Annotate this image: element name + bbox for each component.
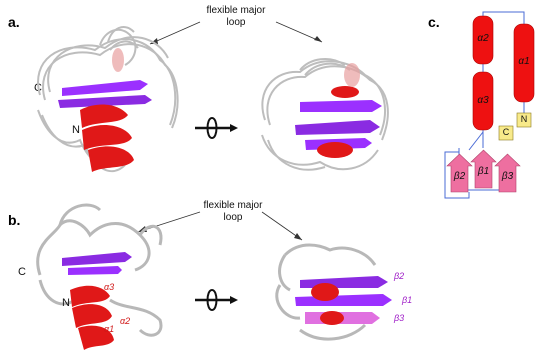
panel-b-helix-label-alpha2: α2 — [120, 316, 131, 326]
panel-b-callout — [193, 200, 273, 224]
panel-b-c-terminus: C — [18, 266, 26, 278]
panel-b-strand-label-beta3: β3 — [394, 313, 405, 323]
topology-strand-beta3-label: β3 — [501, 171, 514, 182]
panel-b-strand-label-beta2: β2 — [394, 271, 405, 281]
topology-strand-beta2-label: β2 — [453, 171, 466, 182]
panel-c-label: c. — [428, 14, 440, 30]
panel-a-c-terminus: C — [34, 82, 42, 94]
panel-a-right-ensemble — [262, 59, 388, 170]
topology-helix-alpha3-label: α3 — [477, 95, 489, 106]
panel-b-left-structure — [38, 205, 161, 350]
topology-n-terminus: N — [520, 114, 528, 124]
panel-b-helix-label-alpha1: α1 — [104, 324, 115, 334]
panel-a-label: a. — [8, 14, 20, 30]
panel-b-helix-label-alpha3: α3 — [104, 282, 115, 292]
topology-helix-alpha1-label: α1 — [518, 56, 530, 67]
rotation-arrow-icon — [195, 118, 238, 138]
panel-b-strand-label-beta1: β1 — [402, 295, 413, 305]
topology-helix-alpha2-label: α2 — [477, 33, 489, 44]
topology-c-terminus: C — [502, 127, 510, 137]
panel-a-n-terminus: N — [72, 124, 80, 136]
panel-b-n-terminus: N — [62, 297, 70, 309]
panel-a-left-ensemble — [38, 27, 178, 172]
panel-b-callout-text: flexible major loop — [203, 200, 263, 223]
rotation-arrow-icon — [195, 290, 238, 310]
panel-a-callout-text: flexible major loop — [206, 5, 266, 28]
panel-b-label: b. — [8, 212, 21, 228]
panel-b-right-structure — [277, 245, 392, 339]
topology-strand-beta1-label: β1 — [477, 166, 490, 177]
